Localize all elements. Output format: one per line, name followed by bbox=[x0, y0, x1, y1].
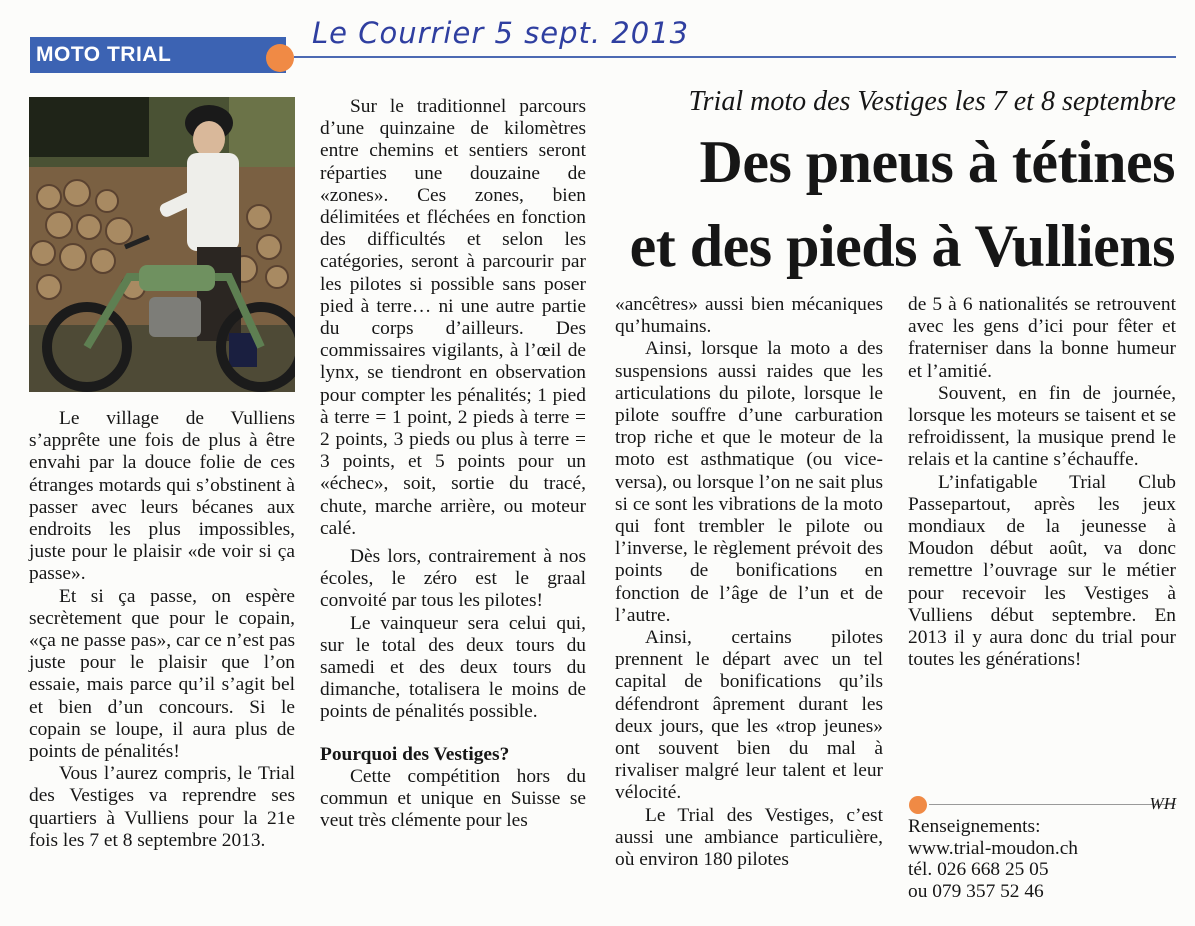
subhead: Pourquoi des Vestiges? bbox=[320, 743, 510, 765]
paragraph: Le village de Vulliens s’apprête une fois de plus à être envahi par la douce folie de ces étranges motards qui s’obstinent à passer avec leurs bécanes aux endroits les plus impossibles, juste pour le plaisir «de voir si ça passe». bbox=[29, 408, 295, 585]
paragraph: Cette compétition hors du commun et unique en Suisse se veut très clémente pour les bbox=[320, 765, 586, 832]
paragraph: «ancêtres» aussi bien mécaniques qu’humains. bbox=[615, 294, 883, 338]
rider-photo bbox=[29, 97, 295, 392]
info-phone-1: tél. 026 668 25 05 bbox=[908, 859, 1049, 880]
author-signature: WH bbox=[1149, 794, 1176, 813]
paragraph: de 5 à 6 nationalités se retrouvent avec les gens d’ici pour fêter et fraterniser dans la bonne humeur et l’amitié. bbox=[908, 294, 1176, 382]
section-rubric bbox=[30, 37, 286, 73]
paragraph: Ainsi, certains pilotes prennent le départ avec un tel capital de bonifications qu’ils défendront âprement durant les deux jours, que les «trop jeunes» ont souvent bien du mal à rivaliser malgré leur talent et leur vélocité. bbox=[615, 627, 883, 804]
headline-line-2: et des pieds à Vulliens bbox=[629, 213, 1175, 279]
paragraph: Ainsi, lorsque la moto a des suspensions aussi raides que les articulations du pilote, lorsque le pilote souffre d’une carburation trop riche et que le moteur de la moto est asthmatique (ou vice-versa), ou lorsque l’on ne sait plus si ce sont les vibrations de la moto qui font trembler le pilote ou l’inverse, le règlement prévoit des points de bonifications en fonction de l’âge de l’un et de l’autre. bbox=[615, 338, 883, 626]
paragraph: Le Trial des Vestiges, c’est aussi une ambiance particulière, où environ 180 pilotes bbox=[615, 804, 883, 871]
paragraph: Le vainqueur sera celui qui, sur le total des deux tours du samedi et des deux tours du dimanche, totalisera le moins de points de pénalités possible. bbox=[320, 612, 586, 723]
paragraph: L’infatigable Trial Club Passepartout, après les jeux mondiaux de la jeunesse à Moudon début août, va donc remettre l’ouvrage sur le métier pour recevoir les Vestiges à Vulliens début septembre. En 2013 il y aura donc du trial pour toutes les générations! bbox=[908, 471, 1176, 671]
paragraph: Et si ça passe, on espère secrètement que pour le copain, «ça ne passe pas», car ce n’est pas juste pour le plaisir que l’on essaie, mais parce qu’il s’agit bel et bien d’un concours. Si le copain se loupe, il aura plus de points de pénalités! bbox=[29, 585, 295, 763]
orange-dot-icon bbox=[266, 44, 294, 72]
paragraph: Vous l’aurez compris, le Trial des Vestiges va reprendre ses quartiers à Vulliens pour la 21e fois les 7 et 8 septembre 2013. bbox=[29, 763, 295, 851]
paragraph: Dès lors, contrairement à nos écoles, le zéro est le graal convoité par tous les pilotes! bbox=[320, 546, 586, 612]
info-website: www.trial-moudon.ch bbox=[908, 837, 1078, 859]
paragraph: Sur le traditionnel parcours d’une quinzaine de kilomètres entre chemins et sentiers seront réparties une douzaine de «zones». Ces zones, bien délimitées et fléchées en fonction des difficultés et selon les catégories, seront à parcourir par les pilotes si possible sans poser pied à terre… ni une autre partie du corps d’ailleurs. Des commissaires vigilants, à l’œil de lynx, se tiendront en observation pour compter les pénalités; 1 pied à terre = 1 point, 2 pieds à terre = 2 points, 3 pieds ou plus à terre = 3 points, et 5 points pour un «échec», soit, sortie du tracé, chute, marche arrière, ou moteur calé. bbox=[320, 96, 586, 539]
info-heading: Renseignements: bbox=[908, 816, 1041, 837]
kicker: Trial moto des Vestiges les 7 et 8 septembre bbox=[688, 86, 1176, 117]
info-phone-2: ou 079 357 52 46 bbox=[908, 880, 1044, 902]
handwritten-source-note: Le Courrier 5 sept. 2013 bbox=[312, 16, 690, 50]
article-column-1 bbox=[29, 408, 295, 852]
article-column-3 bbox=[615, 294, 883, 871]
paragraph: Souvent, en fin de journée, lorsque les moteurs se taisent et se refroidissent, la musique prend le relais et la cantine s’échauffe. bbox=[908, 382, 1176, 471]
orange-dot-icon bbox=[909, 796, 927, 814]
article-column-2 bbox=[320, 96, 586, 833]
info-box bbox=[908, 816, 1176, 902]
rubric-label: MOTO TRIAL bbox=[36, 43, 172, 66]
headline-line-1: Des pneus à tétines bbox=[699, 129, 1175, 195]
header-rule bbox=[294, 56, 1176, 58]
article-column-4 bbox=[908, 294, 1176, 671]
